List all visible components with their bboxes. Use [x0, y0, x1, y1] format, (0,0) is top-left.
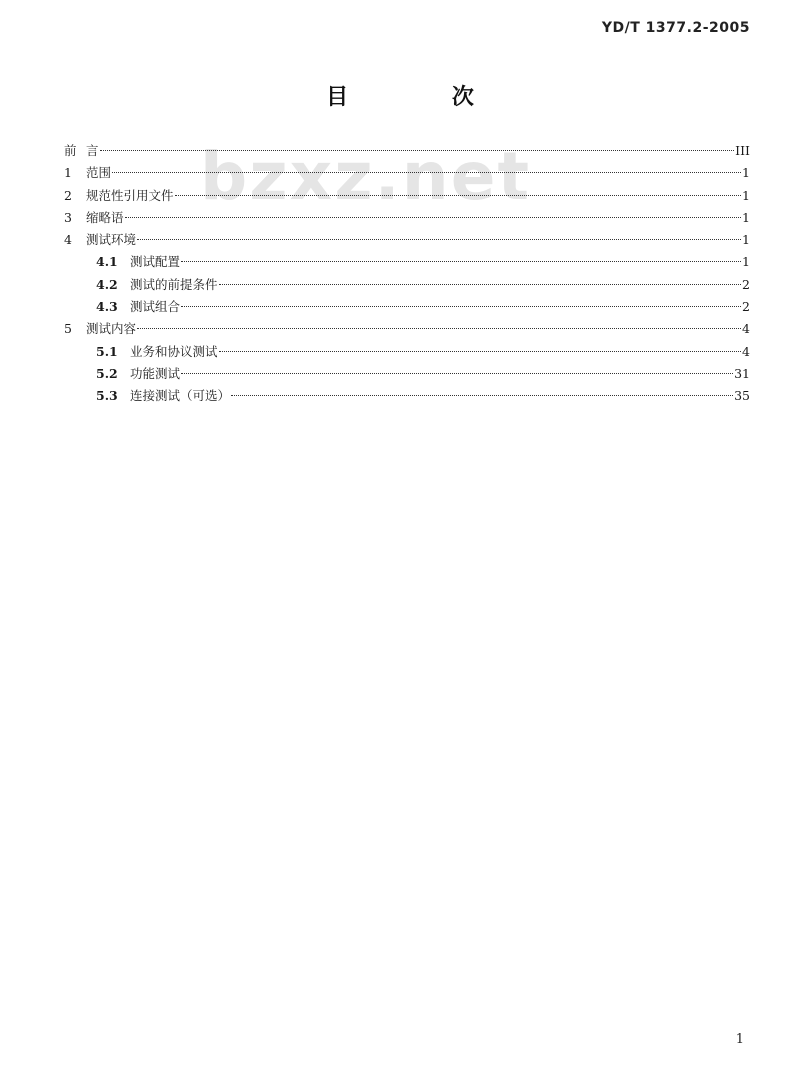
- toc-entry-4[interactable]: [64, 229, 750, 251]
- toc-entry-title: 测试内容: [86, 321, 137, 337]
- toc-entry-page: 1: [742, 209, 750, 225]
- toc-entry-4-2[interactable]: [64, 274, 750, 296]
- dot-leader: [112, 171, 741, 173]
- toc-entry-number: 5: [64, 321, 72, 337]
- toc-entry-number: 前: [64, 143, 77, 158]
- toc-entry-title: 测试的前提条件: [130, 276, 218, 292]
- dot-leader: [219, 283, 742, 285]
- toc-entry-number: 5.2: [96, 365, 118, 381]
- toc-entry-title: 规范性引用文件: [86, 187, 174, 203]
- watermark: bzxz.net: [200, 138, 532, 215]
- dot-leader: [137, 327, 741, 329]
- toc-entry-5-3[interactable]: [64, 385, 750, 407]
- toc-entry-number: 4.3: [96, 299, 118, 315]
- dot-leader: [231, 394, 733, 396]
- toc-entry-title: 业务和协议测试: [130, 343, 218, 359]
- toc-entry-title: 测试配置: [130, 254, 181, 270]
- toc-entry-2[interactable]: [64, 185, 750, 207]
- toc-entry-title: 功能测试: [130, 365, 181, 381]
- toc-entry-page: 1: [742, 165, 750, 181]
- toc-entry-page: 4: [742, 321, 750, 337]
- dot-leader: [219, 350, 742, 352]
- page-number: 1: [735, 1032, 744, 1047]
- toc-entry-number: 5.3: [96, 388, 118, 404]
- toc-entry-title: 测试组合: [130, 299, 181, 315]
- toc-entry-4-3[interactable]: [64, 296, 750, 318]
- toc-entry-page: 31: [734, 365, 750, 381]
- toc-entry-page: 1: [742, 254, 750, 270]
- dot-leader: [137, 238, 741, 240]
- toc-entry-title: 缩略语: [86, 209, 124, 225]
- toc-entry-number: 3: [64, 209, 72, 225]
- toc-entry-3[interactable]: [64, 207, 750, 229]
- page-title: 目 次: [326, 85, 522, 110]
- dot-leader: [181, 260, 741, 262]
- toc-entry-number: 4: [64, 232, 72, 248]
- toc-entry-5-1[interactable]: [64, 341, 750, 363]
- dot-leader: [125, 216, 742, 218]
- dot-leader: [100, 149, 735, 151]
- dot-leader: [175, 194, 742, 196]
- standard-code: YD/T 1377.2-2005: [601, 20, 750, 36]
- toc-entry-title: 测试环境: [86, 232, 137, 248]
- toc-entry-number: 4.2: [96, 276, 118, 292]
- toc-entry-foreword[interactable]: [64, 140, 750, 162]
- toc-entry-number: 2: [64, 187, 72, 203]
- toc-entry-page: 1: [742, 187, 750, 203]
- toc-entry-number: 1: [64, 165, 72, 181]
- toc-entry-number: 4.1: [96, 254, 118, 270]
- toc-entry-page: 2: [742, 299, 750, 315]
- toc-entry-4-1[interactable]: [64, 251, 750, 273]
- toc-entry-number: 5.1: [96, 343, 118, 359]
- toc-entry-title: 连接测试（可选）: [130, 388, 231, 404]
- toc-entry-page: 1: [742, 232, 750, 248]
- toc-entry-5[interactable]: [64, 318, 750, 340]
- toc-entry-page: 2: [742, 276, 750, 292]
- toc-entry-page: 35: [734, 388, 750, 404]
- toc-entry-5-2[interactable]: [64, 363, 750, 385]
- toc-entry-page: III: [735, 143, 750, 158]
- toc-entry-1[interactable]: [64, 162, 750, 184]
- dot-leader: [181, 372, 733, 374]
- toc-entry-page: 4: [742, 343, 750, 359]
- toc-entry-title: 言: [86, 143, 99, 158]
- table-of-contents: [64, 140, 750, 408]
- toc-entry-title: 范围: [86, 165, 112, 181]
- dot-leader: [181, 305, 741, 307]
